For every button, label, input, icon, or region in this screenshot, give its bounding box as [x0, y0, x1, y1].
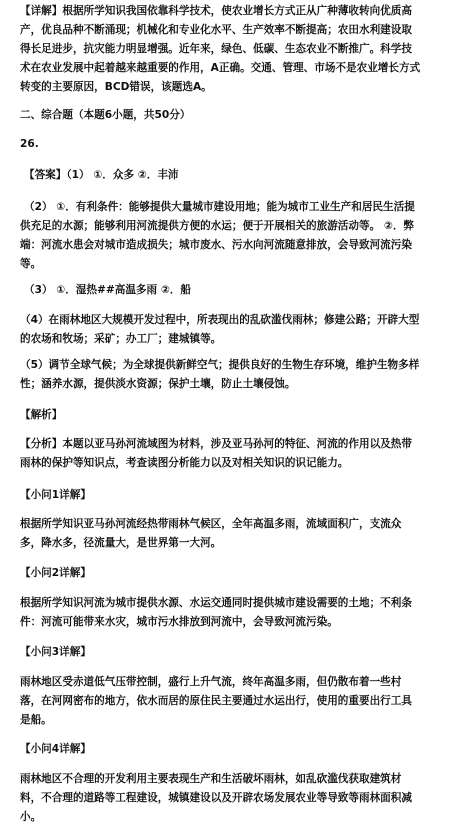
sub2-line: 件：河流可能带来水灾，城市污水排放到河流中，会导致河流污染。: [20, 616, 338, 628]
answer-part5-line: 性；涵养水源，提供淡水资源；保护土壤，防止土壤侵蚀。: [20, 378, 296, 390]
sub3-label: 【小问3详解】: [20, 646, 91, 658]
sub2-label: 【小问2详解】: [20, 567, 91, 579]
sub3-line: 落，在河网密布的地方，依水而居的原住民主要通过水运出行，使用的重要出行工具: [20, 695, 412, 707]
answer-part4-line: （4）在雨林地区大规模开发过程中，所表现出的乱砍滥伐雨林；修建公路；开辟大型: [20, 314, 420, 326]
sub2-line: 根据所学知识河流为城市提供水源、水运交通同时提供城市建设需要的土地；不利条: [20, 597, 412, 609]
sub3-line: 是船。: [20, 714, 52, 726]
answer-part3: （3） ①．湿热##高温多雨 ②．船: [24, 284, 191, 296]
sub4-line: 小。: [20, 811, 42, 823]
answer-part5-line: （5）调节全球气候；为全球提供新鲜空气；提供良好的生物生存环境，维护生物多样: [20, 359, 420, 371]
answer-part4-line: 的农场和牧场；采矿；办工厂；建城镇等。: [20, 333, 222, 345]
sub1-label: 【小问1详解】: [20, 489, 91, 501]
detail-intro-line: 转变的主要原因，BCD错误，该题选A。: [20, 81, 212, 93]
sub4-line: 料，不合理的道路等工程建设，城镇建设以及开辟农场发展农业等导致等雨林面积减: [20, 792, 412, 804]
answer-part1: 【答案】（1） ①．众多 ②．丰沛: [24, 169, 179, 181]
answer-part2-line: （2） ①．有利条件：能够提供大量城市建设用地；能为城市工业生产和居民生活提: [24, 201, 415, 213]
sub4-line: 雨林地区不合理的开发利用主要表现生产和生活破坏雨林，如乱砍滥伐获取建筑材: [20, 773, 402, 785]
sub1-line: 多，降水多，径流量大，是世界第一大河。: [20, 537, 222, 549]
detail-intro-line: 得长足进步，抗灾能力明显增强。近年来，绿色、低碳、生态农业不断推广。科学技: [20, 43, 412, 55]
answer-part2-line: 等。: [20, 258, 42, 270]
section-heading: 二、综合题（本题6小题，共50分）: [20, 109, 191, 121]
analysis-label: 【解析】: [20, 409, 63, 421]
detail-intro-line: 【详解】根据所学知识我国依靠科学技术，使农业增长方式正从广种薄收转向优质高: [20, 5, 412, 17]
detail-intro-line: 术在农业发展中起着越来越重要的作用，A正确。交通、管理、市场不是农业增长方式: [20, 62, 421, 74]
analysis-line: 【分析】本题以亚马孙河流域图为材料，涉及亚马孙河的特征、河流的作用以及热带: [20, 438, 412, 450]
sub3-line: 雨林地区受赤道低气压带控制，盛行上升气流，终年高温多雨，但仍散布着一些村: [20, 676, 402, 688]
detail-intro-line: 产，优良品种不断涌现；机械化和专业化水平、生产效率不断提高；农田水利建设取: [20, 24, 412, 36]
answer-part2-line: 供充足的水源；能够利用河流提供方便的水运；便于开展相关的旅游活动等。 ②．弊: [20, 220, 415, 232]
sub4-label: 【小问4详解】: [20, 743, 91, 755]
question-number: 26.: [20, 138, 39, 150]
sub1-line: 根据所学知识亚马孙河流经热带雨林气候区，全年高温多雨，流域面积广，支流众: [20, 518, 402, 530]
analysis-line: 雨林的保护等知识点，考查读图分析能力以及对相关知识的识记能力。: [20, 457, 349, 469]
answer-part2-line: 端：河流水患会对城市造成损失；城市废水、污水向河流随意排放，会导致河流污染: [20, 239, 412, 251]
